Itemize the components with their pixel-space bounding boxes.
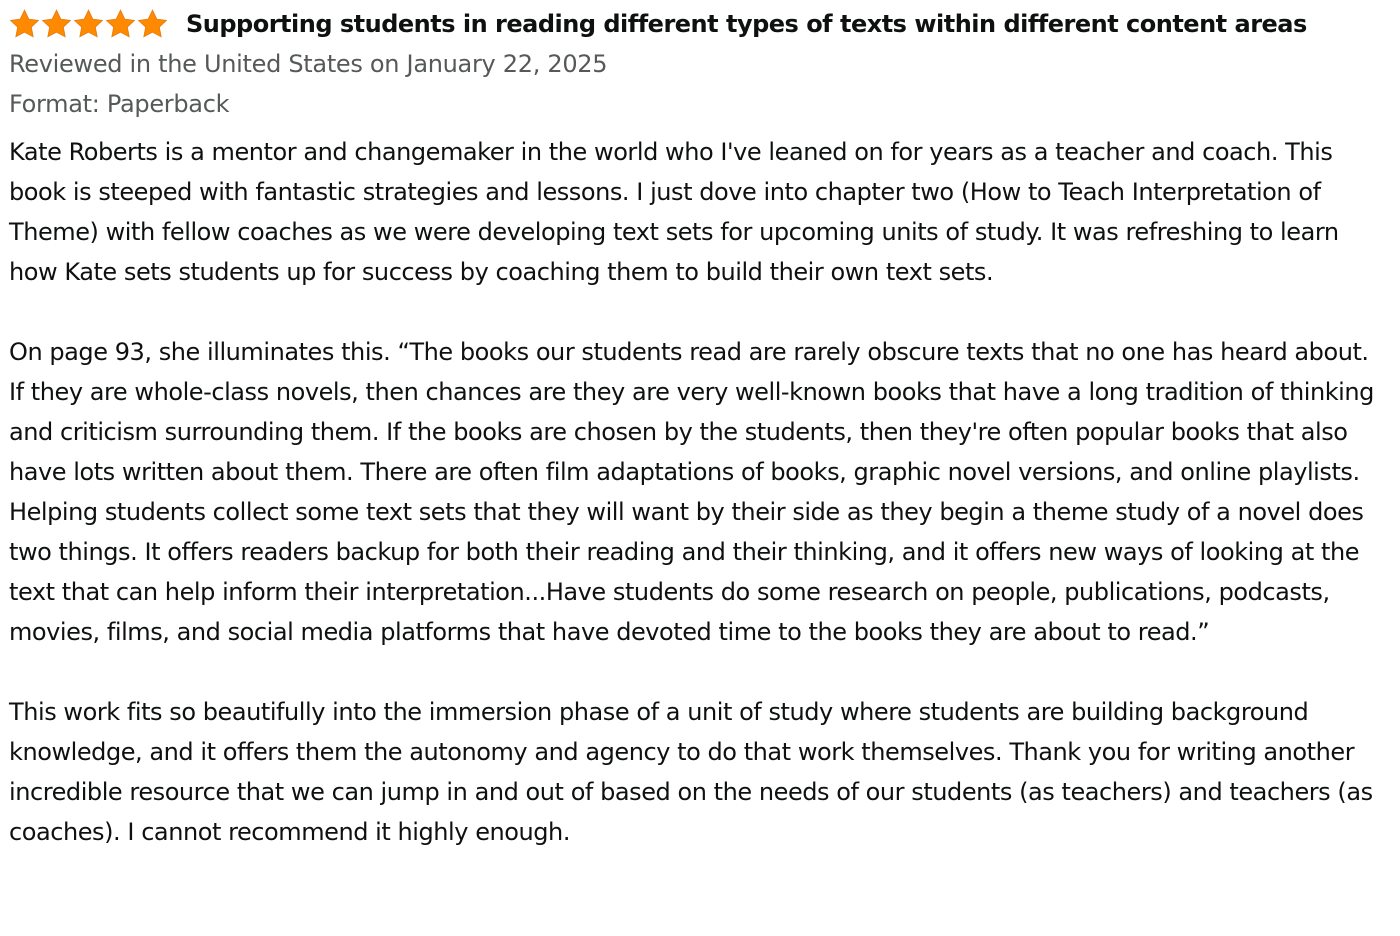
review-header xyxy=(9,4,1376,44)
review-paragraph: On page 93, she illuminates this. “The books our students read are rarely obscure texts that no one has heard about. If they are whole-class novels, then chances are they are very well-known books that have a long tradition of thinking and criticism surrounding them. If the books are chosen by the students, then they're often popular books that also have lots written about them. There are often film adaptations of books, graphic novel versions, and online playlists. Helping students collect some text sets that they will want by their side as they begin a theme study of a novel does two things. It offers readers backup for both their reading and their thinking, and it offers new ways of looking at the text that can help inform their interpretation...Have students do some research on people, publications, podcasts, movies, films, and social media platforms that have devoted time to the books they are about to read.” xyxy=(9,338,1374,646)
star-rating[interactable] xyxy=(9,9,168,39)
star-icon xyxy=(41,9,72,39)
review-paragraph: Kate Roberts is a mentor and changemaker in the world who I've leaned on for years as a teacher and coach. This book is steeped with fantastic strategies and lessons. I just dove into chapter two (How to Teach Interpretation of Theme) with fellow coaches as we were developing text sets for upcoming units of study. It was refreshing to learn how Kate sets students up for success by coaching them to build their own text sets. xyxy=(9,138,1339,286)
review-title[interactable]: Supporting students in reading different types of texts within different content areas xyxy=(186,10,1307,38)
star-icon xyxy=(105,9,136,39)
star-icon xyxy=(73,9,104,39)
review-body xyxy=(9,132,1385,852)
star-icon xyxy=(9,9,40,39)
review-paragraph: This work fits so beautifully into the immersion phase of a unit of study where students are building background knowledge, and it offers them the autonomy and agency to do that work themselves. Thank you for writing another incredible resource that we can jump in and out of based on the needs of our students (as teachers) and teachers (as coaches). I cannot recommend it highly enough. xyxy=(9,698,1373,846)
star-icon xyxy=(137,9,168,39)
review-date-location: Reviewed in the United States on January 22, 2025 xyxy=(9,50,608,78)
review-format: Format: Paperback xyxy=(9,90,230,118)
